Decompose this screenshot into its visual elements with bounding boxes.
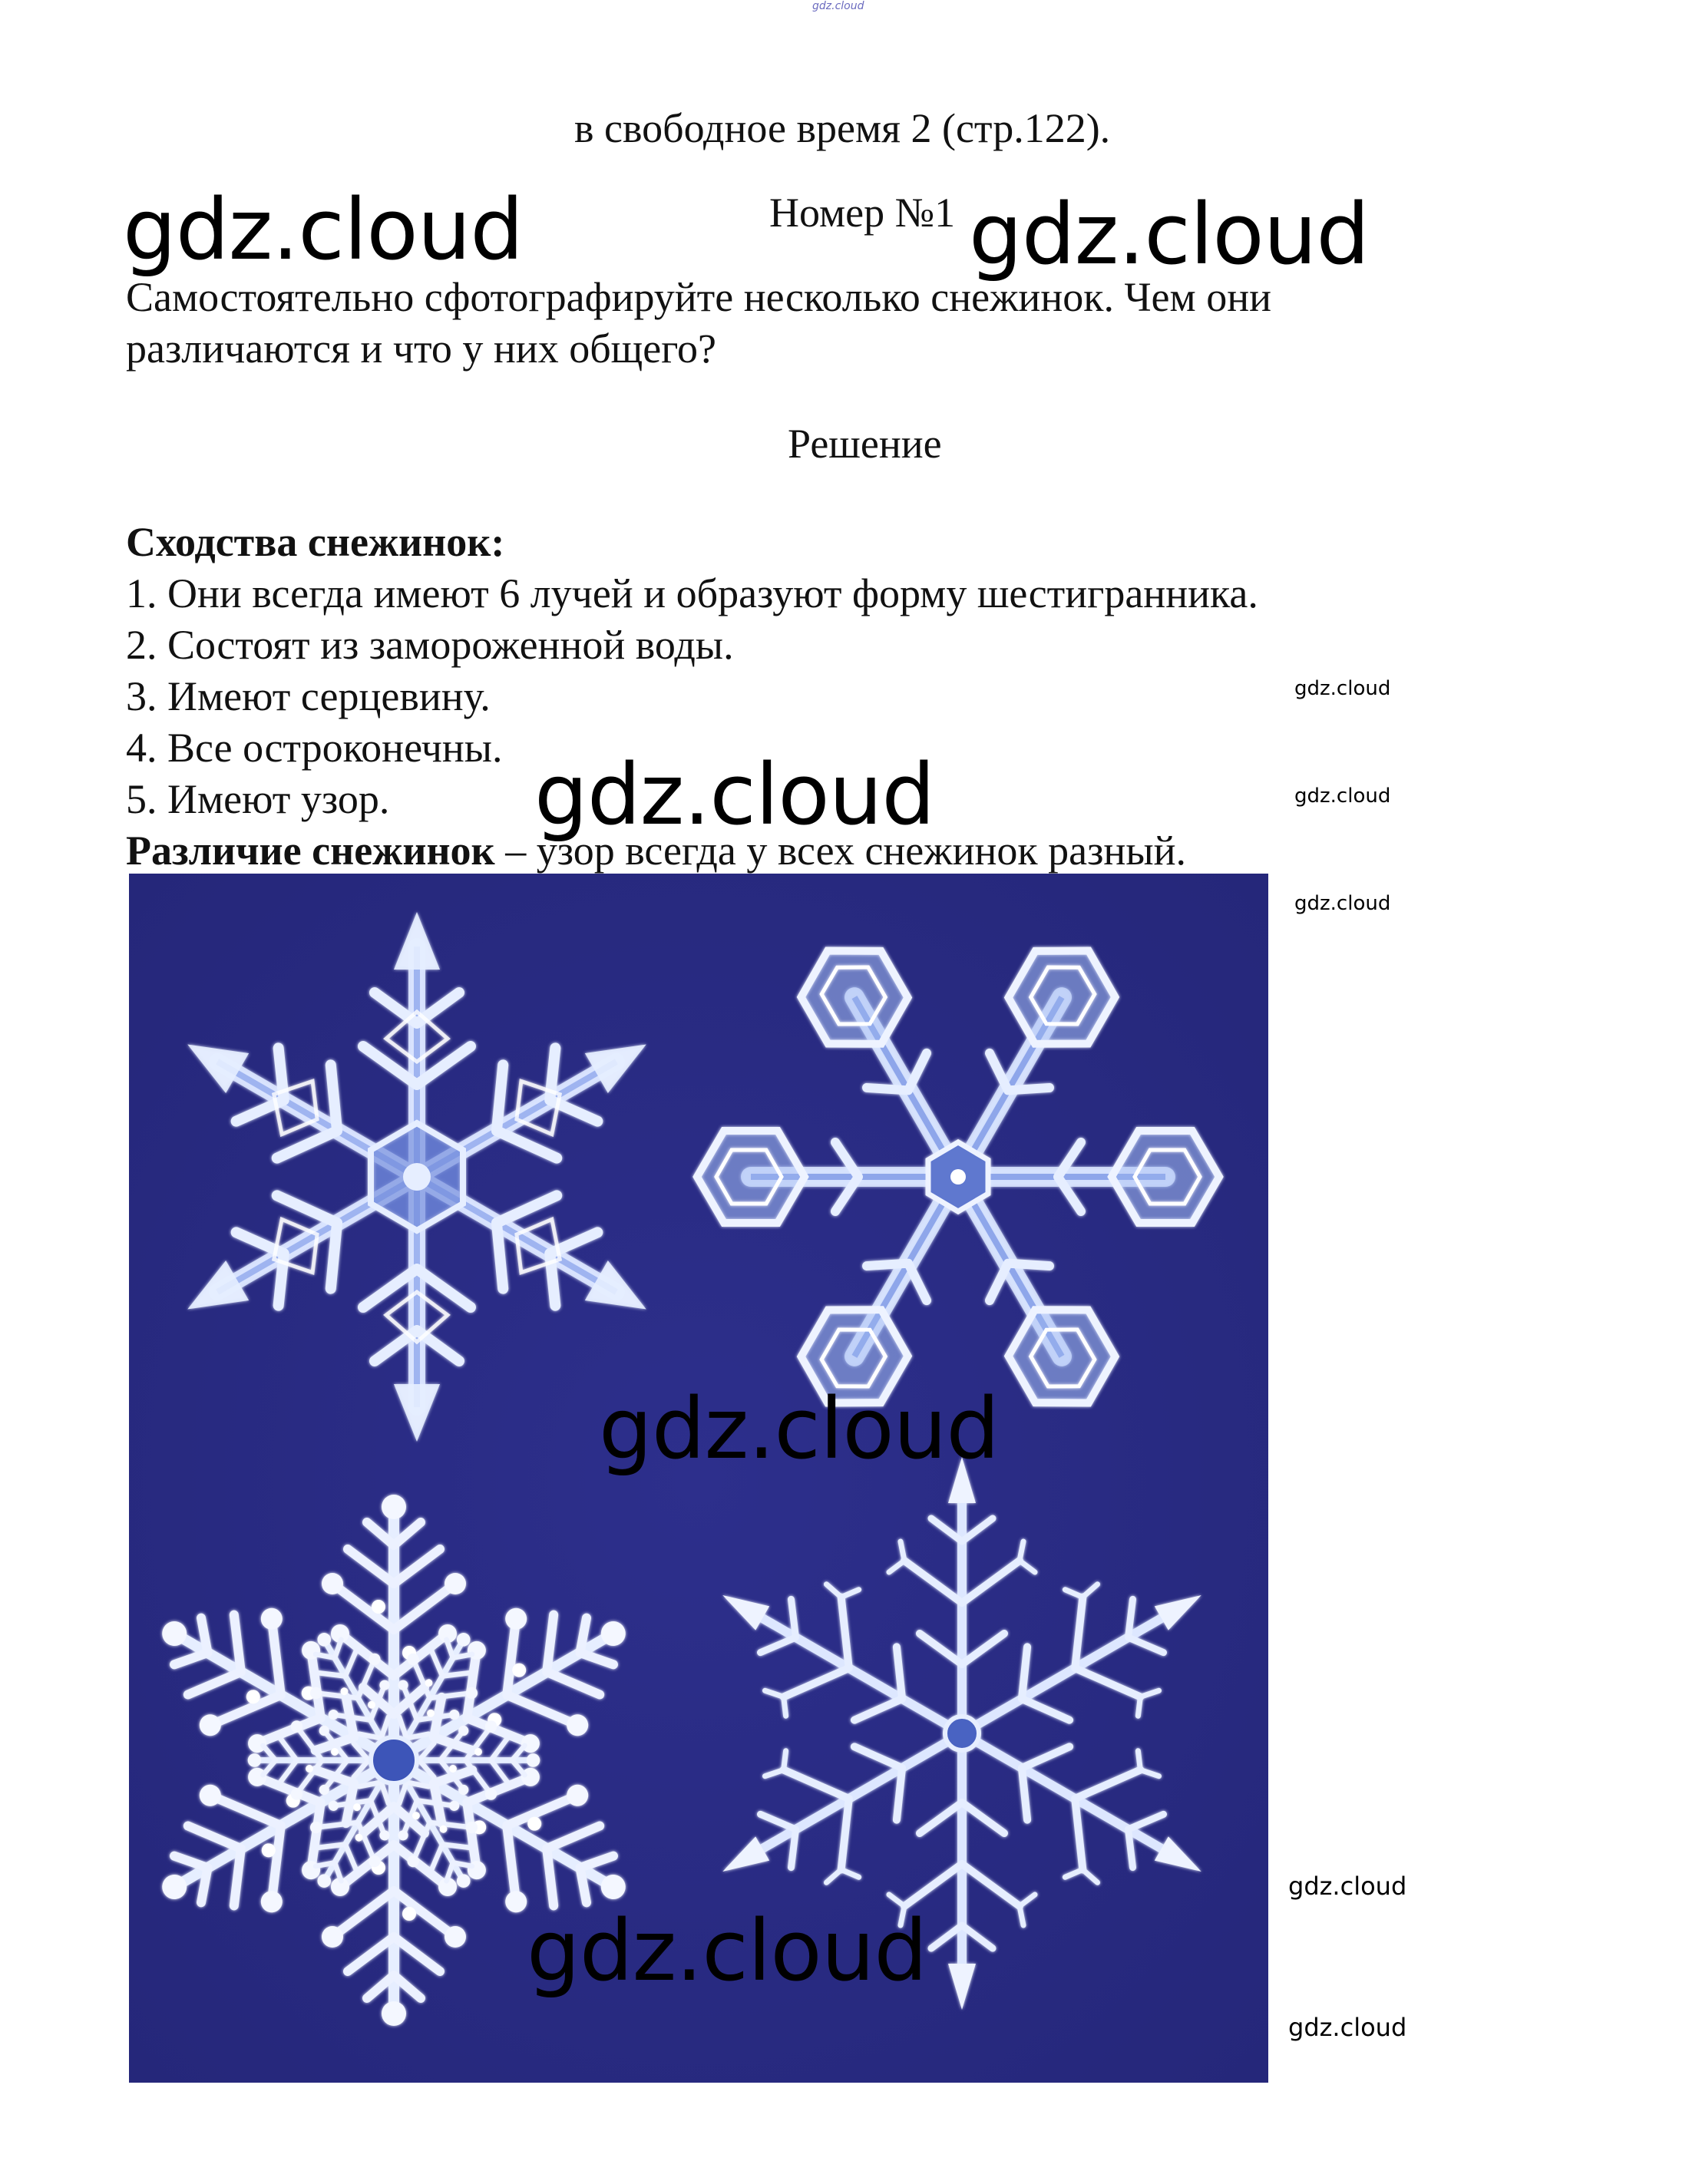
exercise-number: Номер №1 (769, 190, 956, 236)
watermark-list: gdz.cloud (534, 745, 935, 844)
watermark-header-left: gdz.cloud (123, 180, 524, 279)
watermark-side-5: gdz.cloud (1288, 2013, 1407, 2042)
similarity-item-4: 4. Все остроконечны. (126, 725, 503, 771)
watermark-side-4: gdz.cloud (1288, 1872, 1407, 1901)
watermark-photo-bottom: gdz.cloud (527, 1902, 927, 2000)
watermark-side-1: gdz.cloud (1294, 677, 1391, 700)
task-line-1: Самостоятельно сфотографируйте несколько снежинок. Чем они (126, 274, 1271, 320)
top-watermark: gdz.cloud (812, 0, 864, 12)
similarity-item-3: 3. Имеют серцевину. (126, 673, 491, 719)
solution-heading: Решение (788, 421, 942, 467)
page-subtitle: в свободное время 2 (стр.122). (574, 105, 1111, 151)
similarity-item-5: 5. Имеют узор. (126, 776, 390, 822)
watermark-side-3: gdz.cloud (1294, 892, 1391, 915)
task-line-2: различаются и что у них общего? (126, 325, 716, 372)
watermark-side-2: gdz.cloud (1294, 785, 1391, 808)
similarity-item-1: 1. Они всегда имеют 6 лучей и образуют форму шестигранника. (126, 570, 1258, 616)
difference-text: – узор всегда у всех снежинок разный. (494, 828, 1186, 874)
difference-title: Различие снежинок (126, 828, 495, 874)
similarities-title: Сходства снежинок: (126, 519, 505, 565)
watermark-photo-middle: gdz.cloud (599, 1379, 1000, 1478)
similarity-item-2: 2. Состоят из замороженной воды. (126, 622, 734, 668)
watermark-header-right: gdz.cloud (969, 185, 1370, 283)
